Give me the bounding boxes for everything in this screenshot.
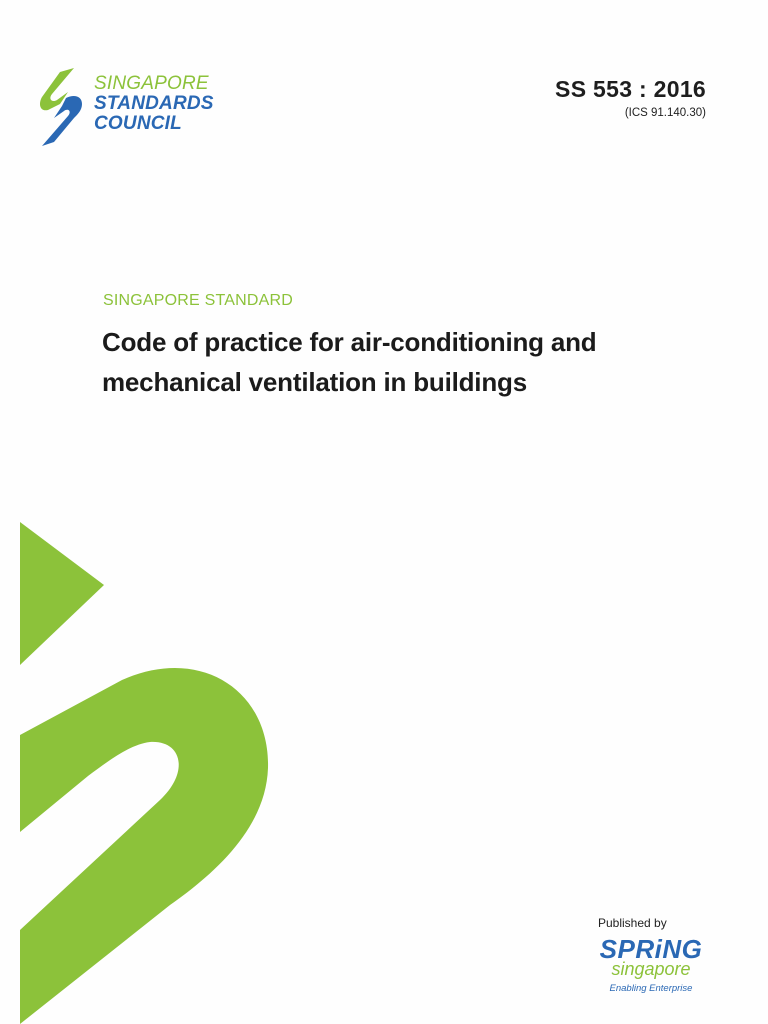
- standard-number: SS 553 : 2016: [555, 76, 706, 102]
- logo-line-council: COUNCIL: [94, 113, 182, 134]
- logo-line-standards: STANDARDS: [94, 93, 214, 114]
- title-line-2: mechanical ventilation in buildings: [102, 367, 527, 397]
- title-line-1: Code of practice for air-conditioning and: [102, 327, 597, 357]
- green-chevron-shape: [20, 522, 104, 665]
- document-code: [555, 76, 706, 119]
- spring-logo-name: SPRiNG: [599, 934, 703, 964]
- green-s-shape: [20, 668, 268, 1024]
- spring-tagline: Enabling Enterprise: [609, 983, 693, 994]
- spring-logo-sub: singapore: [611, 959, 691, 979]
- ssc-swirl-logo-icon: [38, 64, 92, 148]
- logo-line-singapore: SINGAPORE: [94, 73, 209, 94]
- document-title: [102, 322, 662, 402]
- ssc-logo-text: [94, 74, 214, 134]
- ics-code: (ICS 91.140.30): [624, 107, 706, 119]
- publisher-block: [586, 916, 716, 994]
- ssc-logo: [38, 64, 248, 148]
- published-by-label: Published by: [598, 916, 667, 930]
- standard-label: SINGAPORE STANDARD: [103, 292, 293, 309]
